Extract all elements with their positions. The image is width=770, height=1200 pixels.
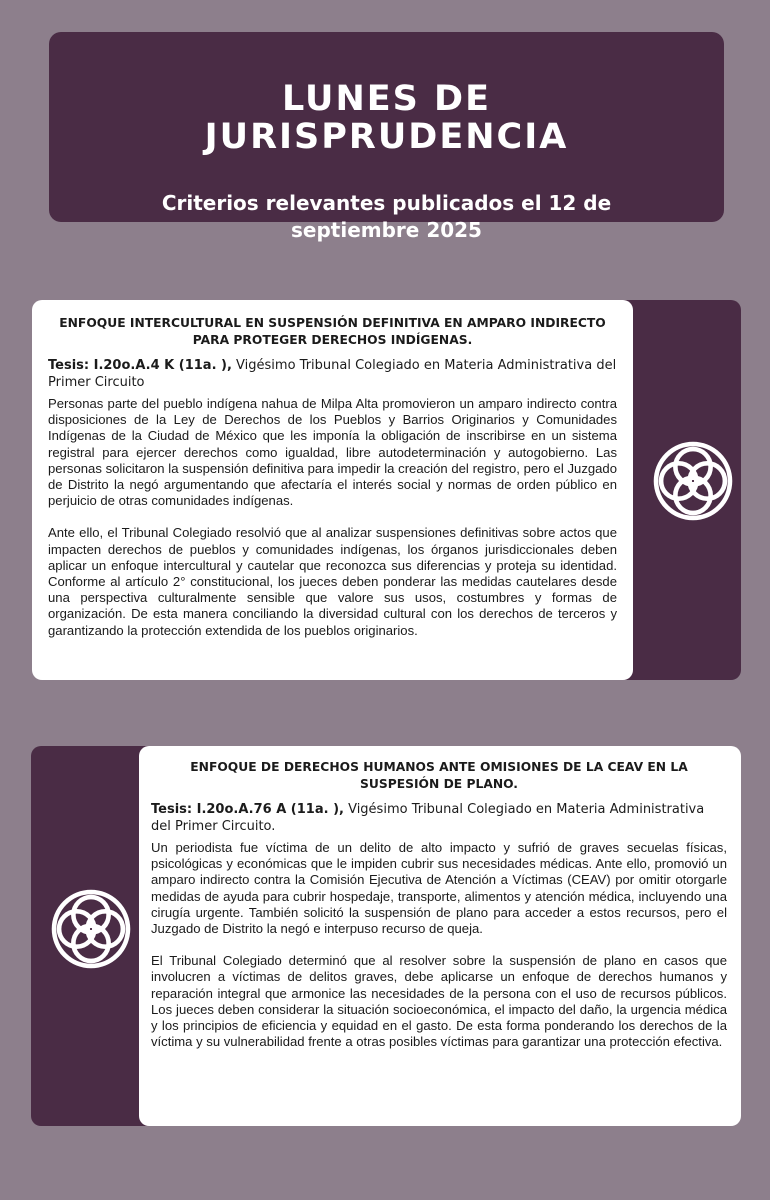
card2-paragraph-1: Un periodista fue víctima de un delito de alto impacto y sufrió de graves secuelas físicas, psicológicas y económicas que le impiden cubrir sus necesidades médicas. Ante ello, promovió un amparo indirecto contra la Comisión Ejecutiva de Atención a Víctimas (CEAV) por omitir otorgarle medidas de ayuda para cubrir hospedaje, transporte, alimentos y atención médica, incluyendo una cirugía urgente. También solicitó la suspensión de plano para acceder a estos recursos, pero el Juzgado de Distrito la negó e interpuso recurso de queja.: [151, 840, 727, 937]
tesis-reference-2: [151, 801, 727, 835]
card-title-1: ENFOQUE INTERCULTURAL EN SUSPENSIÓN DEFINITIVA EN AMPARO INDIRECTO PARA PROTEGER DERECHOS INDÍGENAS.: [59, 316, 606, 347]
page-subtitle: Criterios relevantes publicados el 12 de septiembre 2025: [161, 191, 612, 242]
tesis-card-2: [139, 746, 741, 1126]
page-title-line1: LUNES DE: [281, 79, 492, 119]
celtic-knot-emblem-icon: [651, 439, 735, 523]
page-title: [49, 80, 724, 156]
card-title-2: ENFOQUE DE DERECHOS HUMANOS ANTE OMISIONES DE LA CEAV EN LA SUSPESIÓN DE PLANO.: [190, 760, 688, 791]
header-banner: [49, 32, 724, 242]
tesis-reference-1: [48, 357, 617, 391]
page-title-line2: JURISPRUDENCIA: [204, 117, 569, 157]
tesis-id-1: Tesis: I.20o.A.4 K (11a. ),: [48, 358, 232, 373]
tesis-id-2: Tesis: I.20o.A.76 A (11a. ),: [151, 802, 344, 817]
card1-paragraph-1: Personas parte del pueblo indígena nahua de Milpa Alta promovieron un amparo indirecto contra disposiciones de la Ley de Derechos de los Pueblos y Barrios Originarios y Comunidades Indígenas de la Ciudad de México que les imponía la obligación de inscribirse en un sistema registral para ejercer derechos como igualdad, libre autodeterminación y autogobierno. Las personas solicitaron la suspensión definitiva para impedir la creación del registro, pero el Juzgado de Distrito la negó argumentando que afectaría el interés social y normas de orden público en perjuicio de otras comunidades indígenas.: [48, 396, 617, 509]
tesis-court-1: Vigésimo Tribunal Colegiado en Materia Administrativa del Primer Circuito: [48, 358, 617, 390]
card1-paragraph-2: Ante ello, el Tribunal Colegiado resolvió que al analizar suspensiones definitivas sobre actos que impacten derechos de pueblos y comunidades indígenas, los órganos jurisdiccionales deben aplicar un enfoque intercultural y cautelar que reconozca sus diferencias y proteja su identidad. Conforme al artículo 2° constitucional, los jueces deben ponderar las medidas cautelares desde una perspectiva culturalmente sensible que valore sus usos, costumbres y formas de organización. De esta manera conciliando la diversidad cultural con los derechos de terceros y garantizando la protección extendida de los pueblos originarios.: [48, 525, 617, 638]
tesis-court-2: Vigésimo Tribunal Colegiado en Materia Administrativa del Primer Circuito.: [151, 802, 705, 834]
celtic-knot-emblem-icon: [49, 887, 133, 971]
tesis-card-1: [32, 300, 633, 680]
card2-paragraph-2: El Tribunal Colegiado determinó que al resolver sobre la suspensión de plano en casos que involucren a víctimas de delitos graves, debe aplicarse un enfoque de derechos humanos y reparación integral que armonice las necesidades de la persona con el uso de recursos públicos. Los jueces deben considerar la situación socioeconómica, el impacto del daño, la urgencia médica y los principios de eficiencia y equidad en el gasto. De esta forma ponderando los derechos de la víctima y su vulnerabilidad frente a otras posibles víctimas para garantizar una protección efectiva.: [151, 953, 727, 1050]
